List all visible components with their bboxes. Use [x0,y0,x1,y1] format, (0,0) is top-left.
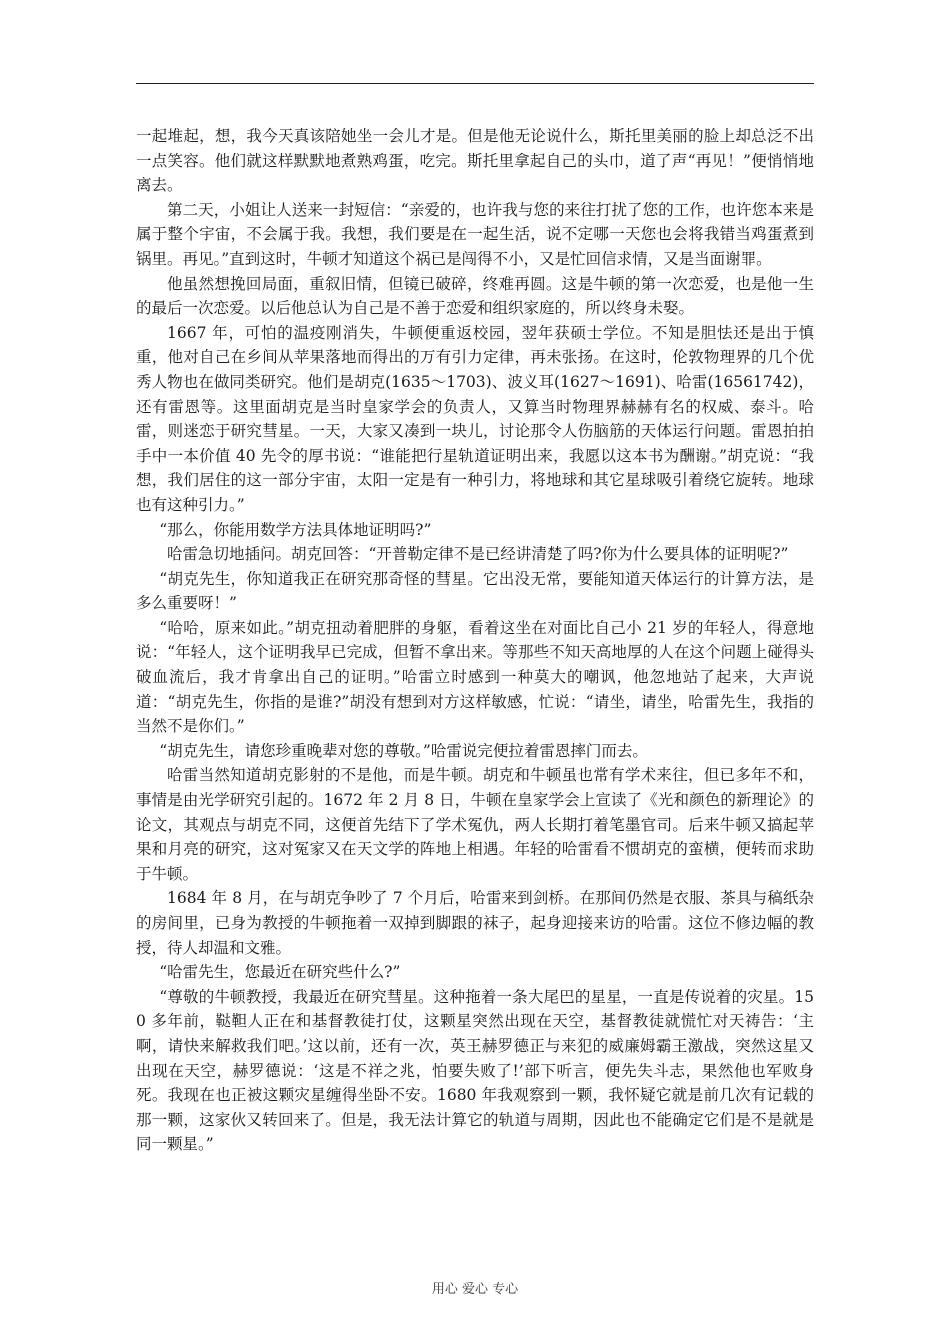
paragraph: “哈哈，原来如此。”胡克扭动着肥胖的身躯，看着这坐在对面比自己小 21 岁的年轻人，得意地说：“年轻人，这个证明我早已完成，但暂不拿出来。等那些不知天高地厚的人在这个问题上碰得头破血流后，我才肯拿出自己的证明。”哈雷立时感到一种莫大的嘲讽，他忽地站了起来，大声说道：“胡克先生，你指的是谁?”胡没有想到对方这样敏感，忙说：“请坐，请坐，哈雷先生，我指的当然不是你们。” [136,618,814,736]
article-body [136,124,814,1157]
paragraph: 哈雷急切地插问。胡克回答：“开普勒定律不是已经讲清楚了吗?你为什么要具体的证明呢?” [167,545,789,564]
paragraph: 他虽然想挽回局面，重叙旧情，但镜已破碎，终难再圆。这是牛顿的第一次恋爱，也是他一生的最后一次恋爱。以后他总认为自己是不善于恋爱和组织家庭的，所以终身未娶。 [136,274,814,318]
paragraph: 一起堆起，想，我今天真该陪她坐一会儿才是。但是他无论说什么，斯托里美丽的脸上却总泛不出一点笑容。他们就这样默默地煮熟鸡蛋，吃完。斯托里拿起自己的头巾，道了声“再见！”便悄悄地离去。 [136,127,814,195]
paragraph: 哈雷当然知道胡克影射的不是他，而是牛顿。胡克和牛顿虽也常有学术来往，但已多年不和，事情是由光学研究引起的。1672 年 2 月 8 日，牛顿在皇家学会上宣读了《光和颜色的新理论》的论文，其观点与胡克不同，这便首先结下了学术冤仇，两人长期打着笔墨官司。后来牛顿又搞起苹果和月亮的研究，这对冤家又在天文学的阵地上相遇。年轻的哈雷看不惯胡克的蛮横，便转而求助于牛顿。 [136,766,814,883]
paragraph: 1667 年，可怕的温疫刚消失，牛顿便重返校园，翌年获硕士学位。不知是胆怯还是出于慎重，他对自己在乡间从苹果落地而得出的万有引力定律，再未张扬。在这时，伦敦物理界的几个优秀人物也在做同类研究。他们是胡克(1635～1703)、波义耳(1627～1691)、哈雷(16561742)，还有雷恩等。这里面胡克是当时皇家学会的负责人，又算当时物理界赫赫有名的权威、泰斗。哈雷，则迷恋于研究彗星。一天，大家又凑到一块儿，讨论那令人伤脑筋的天体运行问题。雷恩拍拍手中一本价值 40 先令的厚书说：“谁能把行星轨道证明出来，我愿以这本书为酬谢。”胡克说：“我想，我们居住的这一部分宇宙，太阳一定是有一种引力，将地球和其它星球吸引着绕它旋转。地球也有这种引力。” [136,323,814,514]
paragraph: 1684 年 8 月，在与胡克争吵了 7 个月后，哈雷来到剑桥。在那间仍然是衣服、茶具与稿纸杂的房间里，已身为教授的牛顿拖着一双掉到脚跟的袜子，起身迎接来访的哈雷。这位不修边幅的教授，待人却温和文雅。 [136,889,814,957]
paragraph: “胡克先生，请您珍重晚辈对您的尊敬。”哈雷说完便拉着雷恩摔门而去。 [159,741,648,760]
page-footer: 用心 爱心 专心 [431,1282,519,1297]
paragraph: “尊敬的牛顿教授，我最近在研究彗星。这种拖着一条大尾巴的星星，一直是传说着的灾星。150 多年前，鞑靼人正在和基督教徒打仗，这颗星突然出现在天空，基督教徒就慌忙对天祷告：‘主啊，请快来解救我们吧。’这以前，还有一次，英王赫罗德正与来犯的威廉姆霸王激战，突然这星又出现在天空，赫罗德说：‘这是不祥之兆，怕要失败了!’部下听言，便先失斗志，果然他也军败身死。我现在也正被这颗灾星缠得坐卧不安。1680 年我观察到一颗，我怀疑它就是前几次有记载的那一颗，这家伙又转回来了。但是，我无法计算它的轨道与周期，因此也不能确定它们是不是就是同一颗星。” [136,987,814,1154]
paragraph: “胡克先生，你知道我正在研究那奇怪的彗星。它出没无常，要能知道天体运行的计算方法，是多么重要呀！” [136,569,814,613]
paragraph: “哈雷先生，您最近在研究些什么?” [159,963,401,982]
paragraph: “那么，你能用数学方法具体地证明吗?” [159,520,432,539]
header-rule [136,83,814,84]
paragraph: 第二天，小姐让人送来一封短信：“亲爱的，也许我与您的来往打扰了您的工作，也许您本来是属于整个宇宙，不会属于我。我想，我们要是在一起生活，说不定哪一天您也会将我错当鸡蛋煮到锅里。再见。”直到这时，牛顿才知道这个祸已是闯得不小，又是忙回信求情，又是当面谢罪。 [136,200,814,268]
